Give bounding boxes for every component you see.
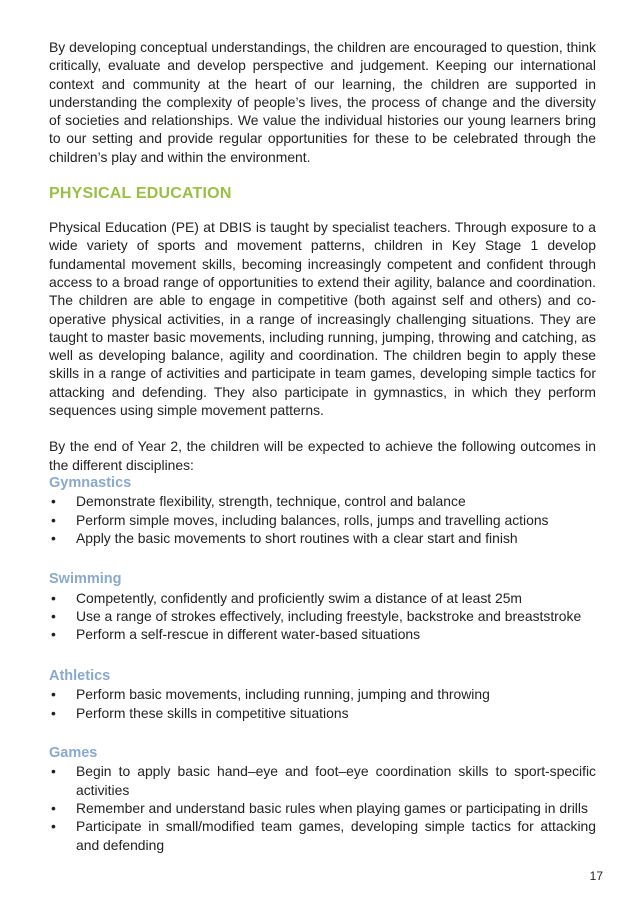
bullet-icon: • [51,493,56,510]
athletics-list [49,685,596,722]
list-item: • Perform a self-rescue in different water-based situations [51,626,421,643]
bullet-icon: • [51,608,56,625]
list-item: • Apply the basic movements to short routines with a clear start and finish [51,530,518,547]
document-page [49,38,596,854]
bullet-icon: • [51,818,56,835]
outcomes-intro: By the end of Year 2, the children will be expected to achieve the following outcomes in the different disciplines: [49,438,596,473]
list-item: • Begin to apply basic hand–eye and foot–eye coordination skills to sport-specific activities [51,763,596,798]
bullet-icon: • [51,511,56,528]
bullet-icon: • [51,686,56,703]
subheading-athletics: Athletics [49,667,111,684]
list-item: • Perform these skills in competitive situations [51,704,349,721]
list-item: • Demonstrate flexibility, strength, technique, control and balance [51,493,466,510]
intro-paragraph: By developing conceptual understandings, the children are encouraged to question, think critically, evaluate and develop perspective and judgement. Keeping our international context and community at the heart of our learning, the children are supported in understanding the complexity of people’s lives, the process of change and the diversity of societies and relationships. We value the individual histories our young learners bring to our setting and provide regular opportunities for these to be celebrated through the children’s play and within the environment. [49,39,596,165]
bullet-icon: • [51,626,56,643]
list-item: • Competently, confidently and proficiently swim a distance of at least 25m [51,589,523,606]
section-title: PHYSICAL EDUCATION [49,185,232,203]
pe-paragraph: Physical Education (PE) at DBIS is taught by specialist teachers. Through exposure to a wide variety of sports and movement patterns, children in Key Stage 1 develop fundamental movement skills, becoming increasingly competent and confident through access to a broad range of opportunities to extend their agility, balance and coordination. The children are able to engage in competitive (both against self and others) and co-operative physical activities, in a range of increasingly challenging situations. They are taught to master basic movements, including running, jumping, throwing and catching, as well as developing balance, agility and coordination. The children begin to apply these skills in a range of activities and participate in team games, developing simple tactics for attacking and defending. They also participate in gymnastics, in which they perform sequences using simple movement patterns. [49,219,596,419]
subheading-swimming: Swimming [49,571,122,588]
bullet-icon: • [51,799,56,816]
swimming-list [49,589,596,644]
subheading-gymnastics: Gymnastics [49,474,132,491]
bullet-icon: • [51,589,56,606]
bullet-icon: • [51,763,56,780]
subheading-games: Games [49,744,98,761]
list-item: • Perform basic movements, including running, jumping and throwing [51,686,490,703]
bullet-icon: • [51,530,56,547]
list-item: • Use a range of strokes effectively, including freestyle, backstroke and breaststroke [51,608,582,625]
page-number: 17 [589,869,603,883]
list-item: • Participate in small/modified team games, developing simple tactics for attacking and defending [51,818,596,853]
list-item: • Perform simple moves, including balances, rolls, jumps and travelling actions [51,511,549,528]
list-item: • Remember and understand basic rules when playing games or participating in drills [51,799,588,816]
gymnastics-list [49,492,596,547]
bullet-icon: • [51,704,56,721]
games-list [49,762,596,853]
